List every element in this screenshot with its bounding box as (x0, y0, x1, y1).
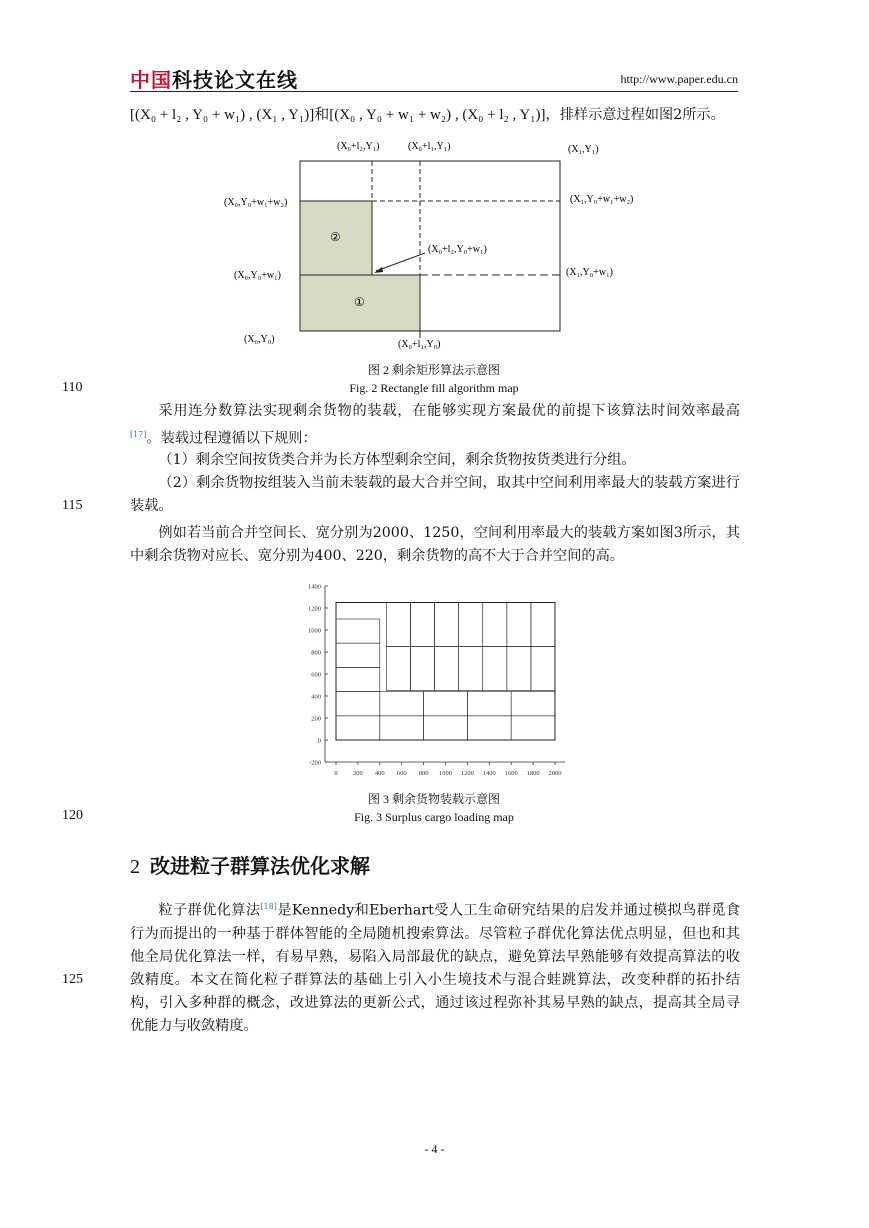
cargo-rect (511, 692, 555, 716)
cargo-rect (380, 716, 424, 740)
label-bottom-a: (X₀,Y₀) (244, 334, 275, 345)
x-tick-label: 400 (374, 770, 385, 777)
cargo-rect (531, 603, 555, 647)
cargo-rect (336, 619, 380, 643)
x-tick-label: 1800 (526, 770, 540, 777)
cargo-rect (511, 716, 555, 740)
y-tick-label: 1000 (308, 627, 321, 635)
x-tick-label: 600 (396, 770, 407, 777)
logo-black-text: 科技论文在线 (172, 68, 298, 92)
citation-17[interactable]: [17] (130, 430, 147, 439)
cargo-rect (531, 647, 555, 691)
pointer-arrow-head (374, 267, 383, 273)
line-number-120: 120 (62, 808, 83, 823)
y-tick-label: 800 (311, 649, 321, 657)
cargo-rect (336, 692, 380, 716)
y-tick-label: 0 (317, 737, 321, 745)
intro-text: ，排样示意过程如图2所示。 (545, 107, 725, 123)
cargo-rect (336, 643, 380, 667)
x-tick-label: 800 (418, 770, 429, 777)
label-bottom-b: (X₀+l₁,Y₀) (398, 339, 441, 350)
x-tick-label: 1400 (482, 770, 496, 777)
cargo-rect (459, 647, 483, 691)
cargo-rect (336, 716, 380, 740)
label-region2: ② (330, 230, 341, 244)
paragraph-2: 例如若当前合并空间长、宽分别为2000、1250，空间利用率最大的装载方案如图3所示，其中剩余货物对应长、宽分别为400、220，剩余货物的高不大于合并空间的高。 (130, 525, 740, 564)
cargo-rect (386, 647, 410, 691)
intro-formula: [(X₀ + l₂ , Y₀ + w₁) , (X₁ , Y₁)]和[(X₀ , Y₀ + w₁ + w₂) , (X₀ + l₂ , Y₁)] (130, 107, 546, 123)
x-tick-label: 2000 (548, 770, 562, 777)
cargo-rect (424, 692, 468, 716)
y-tick-label: 600 (311, 671, 321, 679)
figure-2 (220, 140, 660, 374)
header-rule (130, 91, 738, 92)
figure-2-caption-en: Fig. 2 Rectangle fill algorithm map (349, 381, 519, 395)
cargo-rect (410, 603, 434, 647)
label-right-a: (X₁,Y₀+w₁+w₂) (570, 194, 634, 205)
paragraph-1 (130, 400, 740, 451)
figure-2-diagram (220, 140, 660, 370)
paragraph-1-text-b: 。装载过程遵循以下规则： (146, 430, 317, 447)
page-number: - 4 - (424, 1142, 445, 1156)
paragraph-3-text-a: 粒子群优化算法 (158, 902, 261, 919)
x-tick-label: 1000 (439, 770, 452, 777)
section-number: 2 (130, 856, 140, 878)
cargo-rect (424, 716, 468, 740)
figure-3-chart (298, 578, 573, 783)
cargo-rect (507, 647, 531, 691)
intro-line (130, 104, 740, 127)
x-tick-label: 200 (353, 770, 363, 777)
line-number-110: 110 (62, 380, 83, 395)
y-tick-label: 1400 (308, 583, 321, 591)
x-tick-label: 1600 (504, 770, 518, 777)
y-tick-label: -200 (309, 759, 321, 767)
rule-2: （2）剩余货物按组装入当前未装载的最大合并空间，取其中空间利用率最大的装载方案进行装载。 (130, 475, 740, 514)
cargo-rect (483, 647, 507, 691)
logo-red-text: 中国 (130, 68, 172, 92)
label-left-a: (X₀,Y₀+w₁+w₂) (224, 197, 288, 208)
x-tick-label: 1200 (460, 770, 474, 777)
paragraph-1-text-a: 采用连分数算法实现剩余货物的装载，在能够实现方案最优的前提下该算法时间效率最高 (158, 403, 740, 419)
figure-3-caption-cn: 图 3 剩余货物装载示意图 (367, 792, 500, 806)
section-heading (130, 850, 370, 879)
citation-18[interactable]: [18] (260, 902, 277, 911)
cargo-rect (386, 603, 410, 647)
y-tick-label: 1200 (308, 605, 321, 613)
cargo-rect (459, 603, 483, 647)
cargo-rect (380, 692, 424, 716)
cargo-rect (336, 667, 380, 691)
label-top-c: (X₁,Y₁) (568, 144, 599, 155)
section-title: 改进粒子群算法优化求解 (150, 854, 370, 878)
cargo-rect (467, 692, 511, 716)
line-number-125: 125 (62, 972, 83, 987)
label-pointer: (X₀+l₂,Y₀+w₁) (428, 244, 487, 255)
label-region1: ① (354, 295, 365, 309)
cargo-rect (435, 647, 459, 691)
cargo-rect (467, 716, 511, 740)
y-tick-label: 200 (311, 715, 321, 723)
cargo-rect (507, 603, 531, 647)
label-top-a: (X₀+l₂,Y₁) (337, 141, 380, 152)
cargo-rect (435, 603, 459, 647)
x-tick-label: 0 (334, 770, 338, 777)
paragraph-3-text-b: 是Kennedy和Eberhart受人工生命研究结果的启发并通过模拟鸟群觅食行为而提出的一种基于群体智能的全局随机搜索算法。尽管粒子群优化算法优点明显，但也和其他全局优化算法一样，有易早熟，易陷入局部最优的缺点，避免算法早熟能够有效提高算法的收敛精度。本文在简化粒子群算法的基础上引入小生境技术与混合蛙跳算法，改变种群的拓扑结构，引入多种群的概念，改进算法的更新公式，通过该过程弥补其易早熟的缺点，提高其全局寻优能力与收敛精度。 (130, 902, 740, 1034)
figure-3-caption-en: Fig. 3 Surplus cargo loading map (354, 810, 514, 824)
label-top-b: (X₀+l₁,Y₁) (408, 141, 451, 152)
cargo-rect (483, 603, 507, 647)
label-left-b: (X₀,Y₀+w₁) (234, 270, 281, 281)
y-tick-label: 400 (311, 693, 321, 701)
container-space-rect (336, 603, 555, 741)
line-number-115: 115 (62, 498, 83, 513)
paragraph-3 (130, 895, 740, 1038)
cargo-rect (410, 647, 434, 691)
journal-logo (130, 64, 298, 93)
pointer-arrow (376, 253, 425, 271)
header-url[interactable]: http://www.paper.edu.cn (620, 72, 738, 86)
figure-2-caption-cn: 图 2 剩余矩形算法示意图 (367, 363, 500, 377)
label-right-b: (X₁,Y₀+w₁) (566, 267, 613, 278)
rule-1: （1）剩余空间按货类合并为长方体型剩余空间，剩余货物按货类进行分组。 (158, 452, 636, 468)
figure-3 (298, 578, 573, 787)
